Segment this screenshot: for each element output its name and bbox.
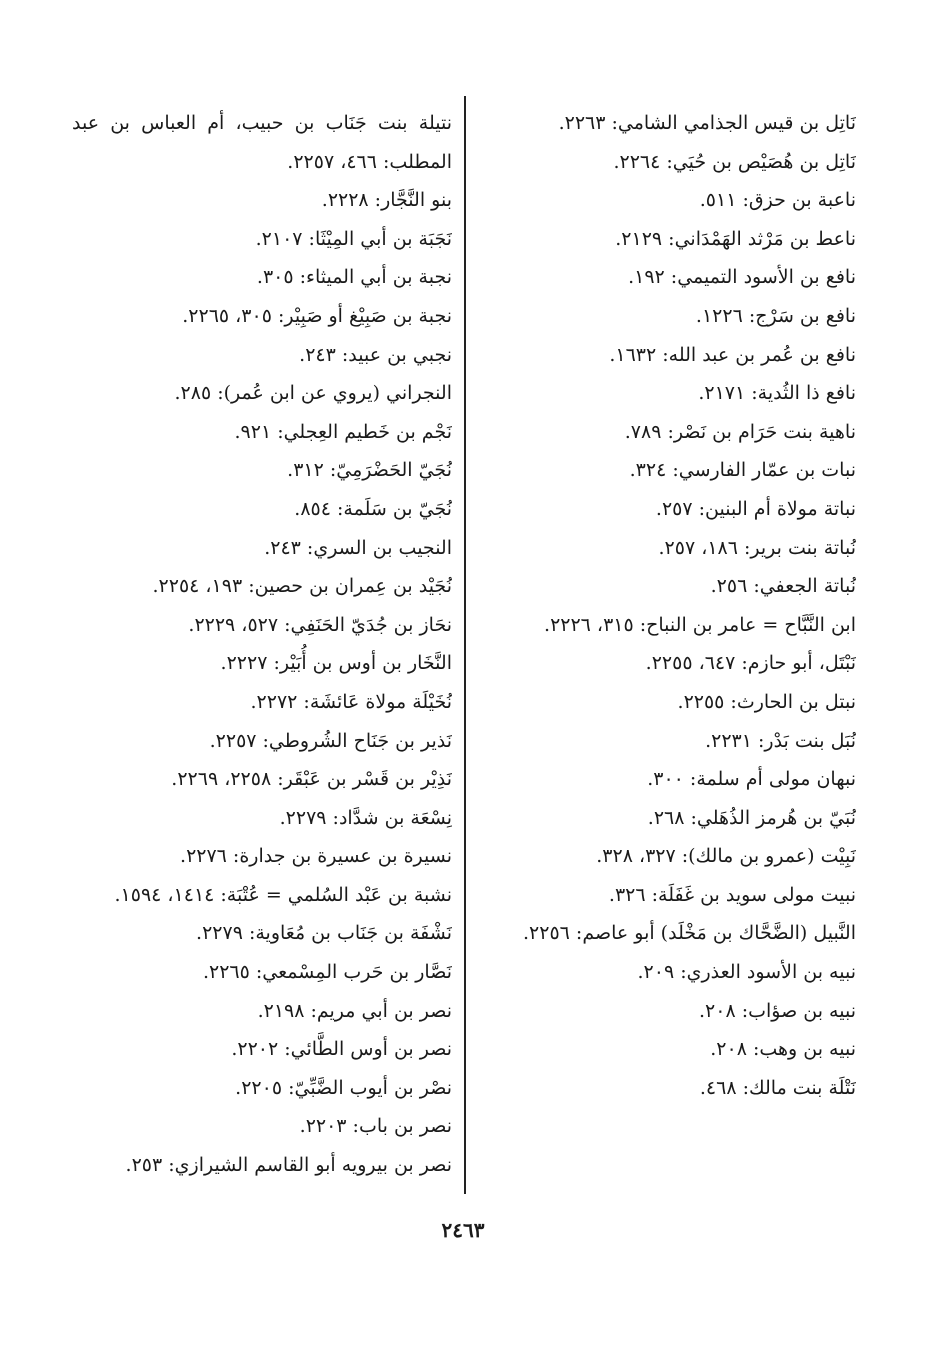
index-entry: النَّخَار بن أوس بن أُبَيْر: ٢٢٢٧. (220, 652, 452, 675)
index-entry: نجبة بن أبي الميثاء: ٣٠٥. (256, 266, 452, 289)
index-entry: نُباتة بنت برير: ١٨٦، ٢٥٧. (658, 536, 856, 559)
index-entry: نُبَل بنت بَدْر: ٢٢٣١. (705, 729, 856, 752)
index-entry: نافع بن الأسود التميمي: ١٩٢. (628, 266, 856, 289)
index-entry: نَصَّار بن حَرب المِسْمعي: ٢٢٦٥. (202, 961, 452, 984)
index-entry: نِسْعَة بن شدَّاد: ٢٢٧٩. (279, 806, 452, 829)
index-entry: بنو النَّجَّار: ٢٢٢٨. (321, 189, 452, 212)
index-entry: نبيه بن الأسود العذري: ٢٠٩. (637, 961, 856, 984)
index-entry: نَبِيْت (عمرو بن مالك): ٣٢٧، ٣٢٨. (596, 845, 856, 868)
index-entry: نُجَيّ بن سَلَمة: ٨٥٤. (294, 497, 452, 520)
index-entry: نُجَيْد بن عِمران بن حصين: ١٩٣، ٢٢٥٤. (152, 575, 452, 598)
index-entry: نُبَيّ بن هُرمز الذُهَلي: ٢٦٨. (647, 806, 856, 829)
index-column-right (476, 104, 856, 1107)
index-entry: ناعط بن مَرْثد الهَمْدَاني: ٢١٢٩. (615, 227, 856, 250)
index-entry: نبيت مولى سويد بن غَفَلَة: ٣٢٦. (608, 883, 856, 906)
index-entry: نتيلة بنت جَنَاب بن حبيب، أم العباس بن عبد المطلب: ٤٦٦، ٢٢٥٧. (72, 112, 452, 173)
index-entry: نصْر بن أيوب الضَّبِّيّ: ٢٢٠٥. (235, 1076, 452, 1099)
index-entry: نَجَبَة بن أبي المِيْثَا: ٢١٠٧. (255, 227, 452, 250)
index-entry: النَّبيل (الضَّحَّاك بن مَخْلَد) أبو عاصم: ٢٢٥٦. (523, 922, 856, 945)
index-entry: نصر بن أبي مريم: ٢١٩٨. (257, 999, 452, 1022)
index-entry: نَشْفَة بن جَنَاب بن مُعَاوية: ٢٢٧٩. (196, 922, 452, 945)
index-entry: نبتل بن الحارث: ٢٢٥٥. (677, 690, 856, 713)
index-entry: ناعبة بن حزق: ٥١١. (699, 189, 856, 212)
index-entry: نحَاز بن جُدَيّ الحَنَفِي: ٥٢٧، ٢٢٢٩. (188, 613, 452, 636)
column-divider (464, 96, 466, 1194)
index-entry: نَبْتَل، أبو حازم: ٦٤٧، ٢٢٥٥. (645, 652, 856, 675)
index-entry: النجيب بن السري: ٢٤٣. (264, 536, 452, 559)
index-entry: نبهان مولى أم سلمة: ٣٠٠. (647, 768, 856, 791)
index-entry: نُجَيّ الحَضْرَمِيّ: ٣١٢. (287, 459, 452, 482)
index-entry: نَاتِل بن قيس الجذامي الشامي: ٢٢٦٣. (558, 112, 856, 134)
index-entry: نَتْلَة بنت مالك: ٤٦٨. (699, 1076, 856, 1099)
index-entry: ناهية بنت حَرَام بن نَصْر: ٧٨٩. (624, 420, 856, 443)
index-entry: نشبة بن عَبْد السُلمي = عُتْبَة: ١٤١٤، ١٥٩٤. (114, 883, 452, 906)
index-entry: نصر بن باب: ٢٢٠٣. (299, 1115, 452, 1138)
index-entry: نباتة مولاة أم البنين: ٢٥٧. (655, 497, 856, 520)
index-entry: نَجْم بن خَطيم العِجلي: ٩٢١. (234, 420, 452, 443)
index-entry: نُباتة الجعفي: ٢٥٦. (710, 575, 856, 598)
index-entry: نجبة بن صَبِيْغ أو صَبِيْر: ٣٠٥، ٢٢٦٥. (182, 304, 452, 327)
index-entry: نَذير بن جَنَاح الشُروطي: ٢٢٥٧. (209, 729, 452, 752)
index-entry: نصر بن بيرويه أبو القاسم الشيرازي: ٢٥٣. (125, 1154, 452, 1177)
index-entry: النجراني (يروي عن ابن عُمر): ٢٨٥. (174, 382, 452, 405)
index-entry: ابن النَّبَّاح = عامر بن النباح: ٣١٥، ٢٢٢٦. (544, 613, 856, 636)
index-entry: نبيه بن وهب: ٢٠٨. (710, 1038, 856, 1061)
index-entry: نبات بن عمّار الفارسي: ٣٢٤. (629, 459, 856, 482)
index-entry: نصر بن أوس الطَّائي: ٢٢٠٢. (231, 1038, 452, 1061)
index-entry: نافع ذا الثُدية: ٢١٧١. (698, 382, 856, 405)
index-entry: نافع بن سَرْج: ١٢٢٦. (695, 304, 856, 327)
index-entry: نَذِيْر بن قَسْر بن عَبْقَر: ٢٢٥٨، ٢٢٦٩. (171, 768, 452, 791)
index-entry: نافع بن عُمر بن عبد الله: ١٦٣٢. (609, 343, 856, 366)
index-entry: نبيه بن صؤاب: ٢٠٨. (699, 999, 856, 1022)
index-entry: نُخَيْلَة مولاة عَائشَة: ٢٢٧٢. (250, 690, 452, 713)
index-entry: نسيرة بن عسيرة بن جدارة: ٢٢٧٦. (180, 845, 452, 868)
index-column-left (72, 104, 452, 1185)
index-entry: نجبي بن عبيد: ٢٤٣. (299, 343, 452, 366)
index-entry: نَاتِل بن هُصَيْص بن حُيَي: ٢٢٦٤. (613, 150, 856, 173)
page-number: ٢٤٦٣ (441, 1218, 485, 1242)
